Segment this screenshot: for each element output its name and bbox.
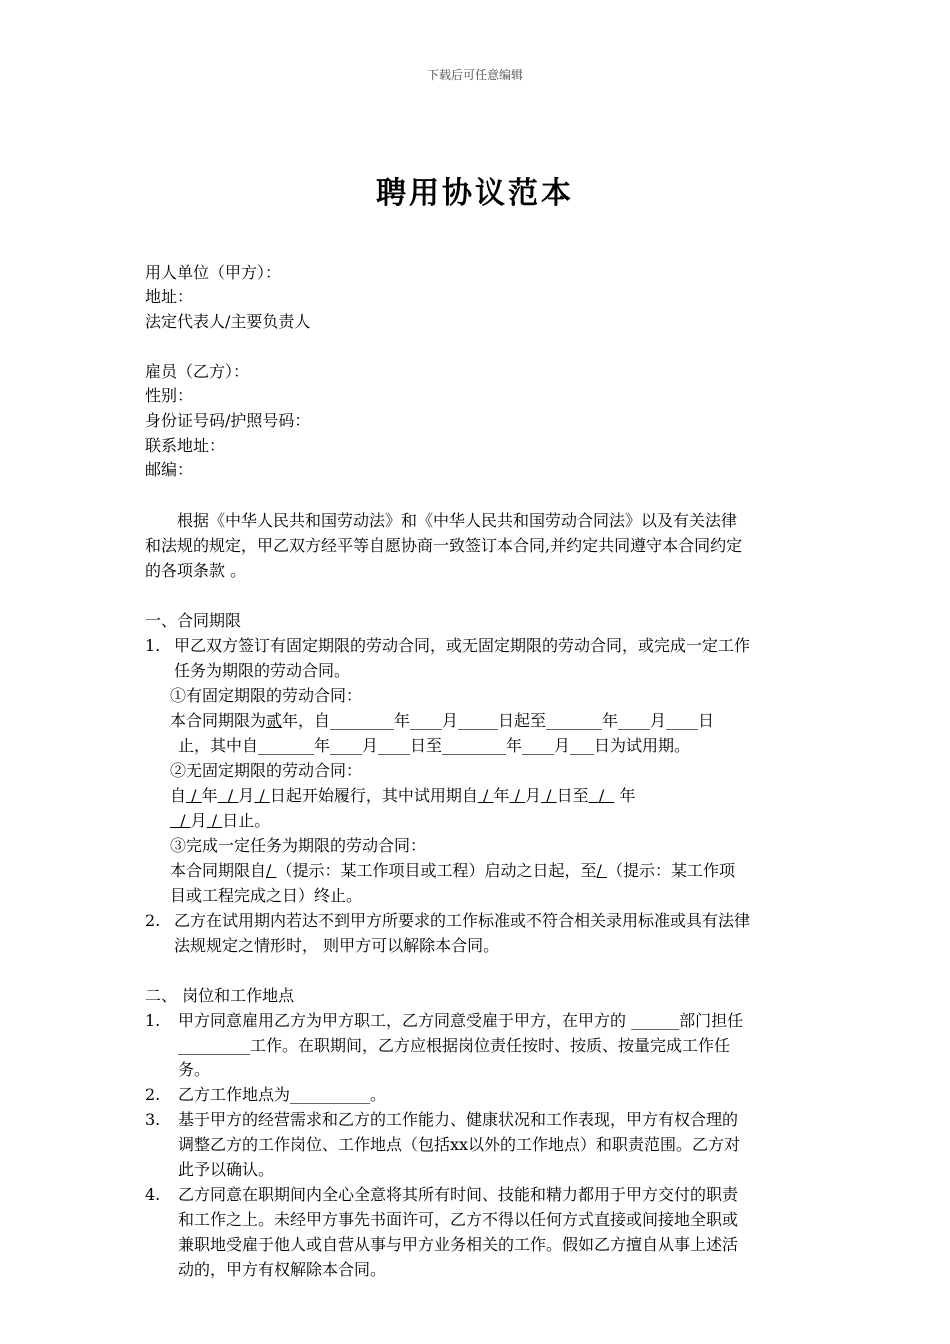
- clause-text: 此予以确认。: [178, 1160, 275, 1179]
- blank-slash: /: [211, 811, 218, 830]
- blank-slash: /: [180, 811, 186, 830]
- party-a-representative: 法定代表人/主要负责人: [145, 312, 311, 331]
- clause-text: _________工作。在职期间，乙方应根据岗位责任按时、按质、按量完成工作任: [178, 1036, 731, 1055]
- blank-slash: /: [266, 861, 272, 880]
- document-title: 聘用协议范本: [376, 176, 574, 211]
- clause-text: 本合同期限自: [170, 861, 267, 880]
- page-header-note: 下载后可任意编辑: [426, 68, 523, 82]
- party-b-postcode: 邮编：: [145, 460, 194, 479]
- open-term-line: [170, 784, 636, 808]
- preamble-line: 根据《中华人民共和国劳动法》和《中华人民共和国劳动合同法》以及有关法律: [177, 511, 738, 530]
- clause-text: 年: [201, 786, 218, 805]
- clause-text: 月: [190, 811, 207, 830]
- clause-text: 法规规定之情形时， 则甲方可以解除本合同。: [174, 936, 500, 955]
- item-number: 4.: [145, 1185, 161, 1204]
- blank-slash: /: [514, 786, 520, 805]
- clause-text: 务。: [178, 1060, 211, 1079]
- blank-slash: /: [546, 786, 552, 805]
- clause-text: （提示：某工作项目或工程）启动之日起，至: [276, 861, 597, 880]
- clause-text: 基于甲方的经营需求和乙方的工作能力、健康状况和工作表现，甲方有权合理的: [178, 1110, 739, 1129]
- clause-text: 甲方同意雇用乙方为甲方职工，乙方同意受雇于甲方，在甲方的 ______部门担任: [178, 1011, 744, 1030]
- party-b-employee: 雇员（乙方）：: [145, 362, 250, 381]
- clause-text: 日止。: [222, 811, 271, 830]
- clause-text: 日起开始履行，其中试用期自: [269, 786, 478, 805]
- party-b-gender: 性别：: [145, 386, 194, 405]
- item-number: 1.: [145, 1011, 161, 1030]
- clause-text: 年，自________年____月_____日起至_______年____月____日: [282, 711, 715, 730]
- clause-text: 年: [619, 786, 636, 805]
- item-number: 2.: [145, 911, 161, 930]
- subclause-title: ②无固定期限的劳动合同：: [170, 761, 363, 780]
- clause-text: 月: [238, 786, 255, 805]
- item-number: 3.: [145, 1110, 161, 1129]
- party-a-address: 地址：: [145, 287, 194, 306]
- blank-slash: /: [596, 861, 602, 880]
- clause-text: 乙方在试用期内若达不到甲方所要求的工作标准或不符合相关录用标准或具有法律: [174, 911, 751, 930]
- section-heading: 二、 岗位和工作地点: [145, 986, 295, 1005]
- clause-text: 止，其中自_______年____月____日至________年____月___日为试用期。: [178, 736, 691, 755]
- clause-text: 本合同期限为: [170, 711, 267, 730]
- clause-text: 乙方工作地点为__________。: [178, 1085, 387, 1104]
- task-term-line: [170, 859, 735, 883]
- clause-text: 月: [525, 786, 542, 805]
- item-number: 1.: [145, 636, 161, 655]
- blank-slash: /: [191, 786, 197, 805]
- party-b-contact: 联系地址：: [145, 436, 226, 455]
- open-term-line-2: [170, 809, 270, 833]
- item-number: 2.: [145, 1085, 161, 1104]
- blank-slash: /: [227, 786, 234, 805]
- clause-text: 任务为期限的劳动合同。: [174, 661, 351, 680]
- subclause-title: ③完成一定任务为期限的劳动合同：: [170, 836, 427, 855]
- clause-text: 和工作之上。未经甲方事先书面许可，乙方不得以任何方式直接或间接地全职或: [178, 1210, 739, 1229]
- clause-text: 日至: [556, 786, 589, 805]
- blank-slash: /: [259, 786, 265, 805]
- clause-text: 兼职地受雇于他人或自营从事与甲方业务相关的工作。假如乙方擅自从事上述活: [178, 1235, 739, 1254]
- clause-text: 自: [170, 786, 187, 805]
- clause-text: （提示：某工作项: [607, 861, 736, 880]
- fixed-term-line: [170, 709, 714, 733]
- term-years-value: 贰: [266, 711, 283, 730]
- clause-text: 调整乙方的工作岗位、工作地点（包括xx以外的工作地点）和职责范围。乙方对: [178, 1135, 741, 1154]
- subclause-title: ①有固定期限的劳动合同：: [170, 686, 363, 705]
- clause-text: 年: [493, 786, 510, 805]
- preamble-line: 和法规的规定，甲乙双方经平等自愿协商一致签订本合同,并约定共同遵守本合同约定: [145, 536, 743, 555]
- party-b-id: 身份证号码/护照号码：: [145, 411, 311, 430]
- clause-text: 动的，甲方有权解除本合同。: [178, 1260, 387, 1279]
- clause-text: 目或工程完成之日）终止。: [170, 886, 363, 905]
- clause-text: 乙方同意在职期间内全心全意将其所有时间、技能和精力都用于甲方交付的职责: [178, 1185, 739, 1204]
- section-heading: 一、合同期限: [145, 611, 242, 630]
- blank-slash: /: [598, 786, 605, 805]
- blank-slash: /: [482, 786, 489, 805]
- preamble-line: 的各项条款 。: [145, 561, 247, 580]
- party-a-unit: 用人单位（甲方）：: [145, 263, 282, 282]
- clause-text: 甲乙双方签订有固定期限的劳动合同，或无固定期限的劳动合同，或完成一定工作: [174, 636, 751, 655]
